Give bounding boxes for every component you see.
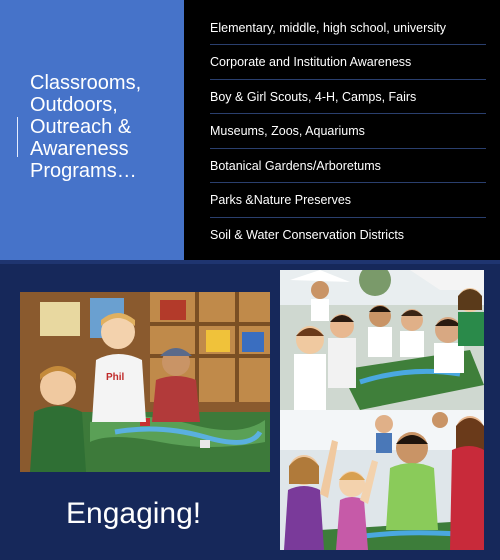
audience-item: Museums, Zoos, Aquariums bbox=[210, 114, 486, 149]
audience-item: Elementary, middle, high school, university bbox=[210, 13, 486, 45]
tagline: Engaging! bbox=[66, 497, 202, 530]
headline-divider bbox=[17, 117, 18, 157]
audience-list bbox=[210, 13, 486, 252]
section-band bbox=[0, 260, 500, 264]
audience-item: Boy & Girl Scouts, 4-H, Camps, Fairs bbox=[210, 80, 486, 115]
audience-list-panel bbox=[184, 0, 500, 260]
shirt-text: Phil bbox=[106, 372, 125, 383]
headline-line: Outdoors, bbox=[30, 94, 118, 116]
audience-item: Soil & Water Conservation Districts bbox=[210, 227, 405, 242]
outdoor-group-photo bbox=[280, 270, 484, 410]
audience-item: Parks &Nature Preserves bbox=[210, 183, 486, 218]
audience-item: Corporate and Institution Awareness bbox=[210, 45, 486, 80]
headline-line: Awareness bbox=[30, 138, 129, 160]
hands-on-activity-photo bbox=[280, 410, 484, 550]
headline-line: Classrooms, bbox=[30, 72, 142, 94]
headline-line: Programs… bbox=[30, 160, 137, 182]
headline-panel bbox=[0, 0, 184, 260]
headline-line: Outreach & bbox=[30, 116, 132, 138]
headline bbox=[30, 72, 180, 182]
classroom-photo bbox=[20, 292, 270, 472]
audience-item: Botanical Gardens/Arboretums bbox=[210, 149, 486, 184]
